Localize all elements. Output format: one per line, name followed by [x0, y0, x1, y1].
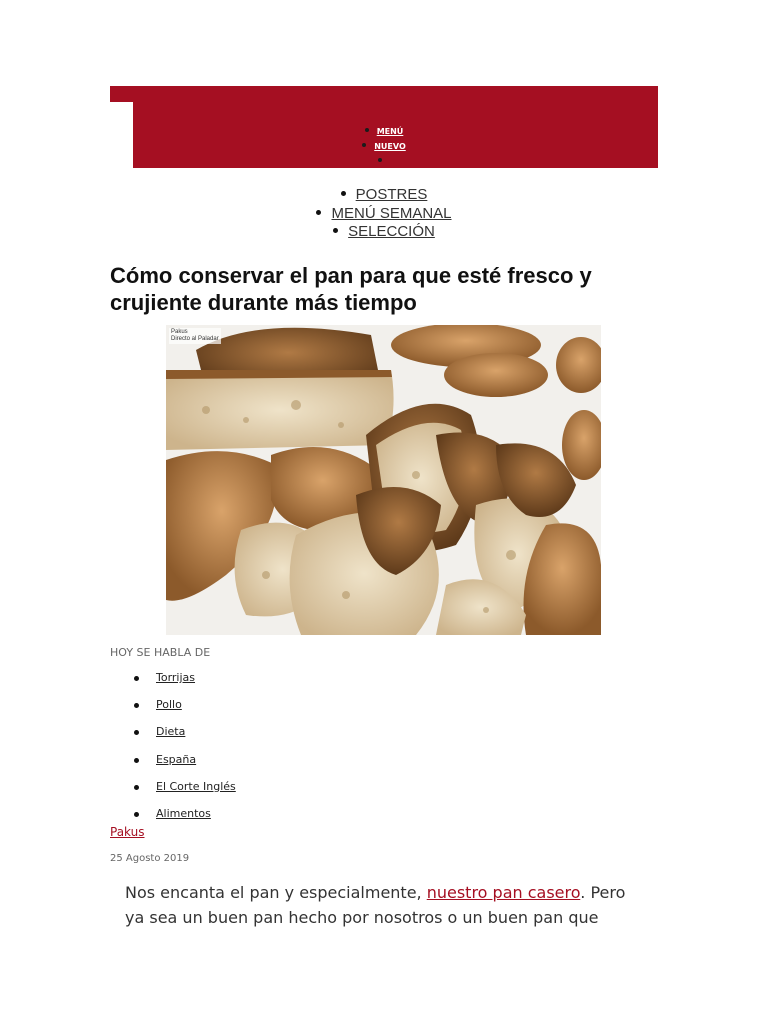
top-menu-item-nuevo[interactable] [0, 139, 768, 154]
top-menu-item-empty [0, 154, 768, 169]
tags-heading: HOY SE HABLA DE [110, 646, 211, 659]
tag-item[interactable] [110, 698, 236, 725]
article-title: Cómo conservar el pan para que esté fresco y crujiente durante más tiempo [110, 263, 592, 315]
tag-item[interactable] [110, 671, 236, 698]
article-intro: Nos encanta el pan y especialmente, nuestro pan casero. Pero ya sea un buen pan hecho por nosotros o un buen pan que [125, 883, 626, 927]
sec-menu-link-menu-semanal[interactable]: MENÚ SEMANAL [331, 204, 452, 222]
tag-item[interactable] [110, 725, 236, 752]
image-credit: Pakus Directo al Paladar [171, 329, 219, 342]
pan-casero-link[interactable]: nuestro pan casero [426, 883, 581, 902]
top-menu-link-menu[interactable]: MENÚ [376, 127, 404, 136]
sec-menu-item-menu-semanal[interactable] [0, 205, 768, 224]
author-link[interactable]: Pakus [110, 825, 145, 839]
tag-link[interactable]: Pollo [156, 698, 182, 712]
tag-link[interactable]: El Corte Inglés [156, 779, 236, 793]
tags-list [110, 671, 236, 834]
top-menu [0, 124, 768, 169]
bread-photo [166, 325, 601, 635]
tag-link[interactable]: Torrijas [156, 671, 196, 684]
hero-image-bread [166, 325, 601, 635]
sec-menu-link-postres[interactable]: POSTRES [355, 186, 428, 203]
tag-link[interactable]: España [156, 752, 197, 766]
top-menu-link-nuevo[interactable]: NUEVO [374, 142, 406, 151]
sec-menu-link-seleccion[interactable]: SELECCIÓN [348, 223, 435, 240]
top-menu-item-menu[interactable] [0, 124, 768, 139]
sec-menu-item-seleccion[interactable] [0, 223, 768, 242]
publish-date: 25 Agosto 2019 [110, 853, 190, 864]
secondary-menu [0, 186, 768, 242]
tag-link[interactable]: Alimentos [156, 806, 211, 820]
sec-menu-item-postres[interactable] [0, 186, 768, 205]
tag-item[interactable] [110, 780, 236, 807]
tag-item[interactable] [110, 753, 236, 780]
tag-link[interactable]: Dieta [156, 725, 186, 739]
